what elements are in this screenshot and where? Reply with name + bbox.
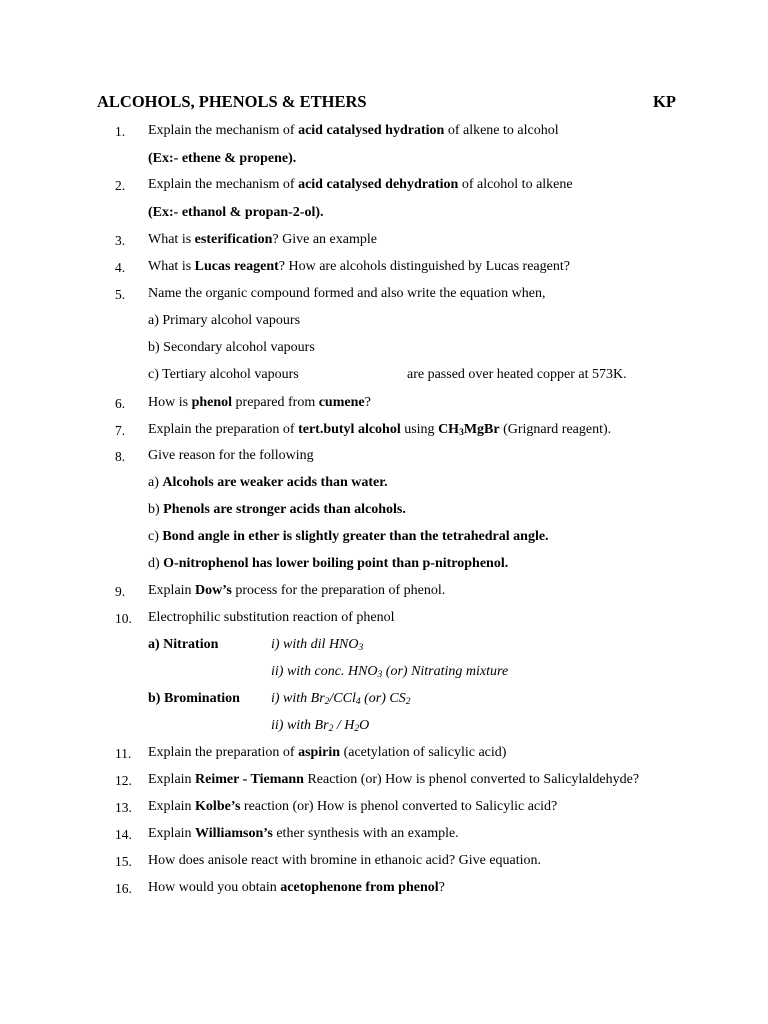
question-number: 9. <box>115 584 126 599</box>
question-number: 3. <box>115 233 126 248</box>
question-number: 5. <box>115 287 126 302</box>
question-number: 16. <box>115 881 132 896</box>
question-number: 12. <box>115 773 132 788</box>
bromination-heading: b) Bromination <box>148 691 240 706</box>
question-8: Give reason for the following <box>148 448 314 463</box>
question-16: How would you obtain acetophenone from phenol? <box>148 880 445 895</box>
document-title: ALCOHOLS, PHENOLS & ETHERS <box>97 92 367 111</box>
question-number: 13. <box>115 800 132 815</box>
bromination-step-1: i) with $Br_2/CCl_4$ (or) $CS_2$ <box>271 691 411 707</box>
question-14: Explain Williamson’s ether synthesis with an example. <box>148 826 459 841</box>
question-5-part-c: c) Tertiary alcohol vapours <box>148 367 299 382</box>
question-number: 8. <box>115 449 126 464</box>
question-number: 7. <box>115 423 126 438</box>
question-number: 2. <box>115 178 126 193</box>
nitration-step-2: ii) with conc. $HNO_3$ (or) Nitrating mixture <box>271 664 509 680</box>
question-2: Explain the mechanism of acid catalysed dehydration of alcohol to alkene <box>148 177 573 192</box>
question-8-part-d: d) O-nitrophenol has lower boiling point than p-nitrophenol. <box>148 556 509 571</box>
question-5-condition: are passed over heated copper at 573K. <box>407 367 627 382</box>
question-8-part-a: a) Alcohols are weaker acids than water. <box>148 475 388 490</box>
question-8-part-c: c) Bond angle in ether is slightly greater than the tetrahedral angle. <box>148 529 549 544</box>
author-initials: KP <box>653 92 676 111</box>
question-8-part-b: b) Phenols are stronger acids than alcohols. <box>148 502 406 517</box>
question-1: Explain the mechanism of acid catalysed hydration of alkene to alcohol <box>148 123 559 138</box>
question-number: 15. <box>115 854 132 869</box>
question-4: What is Lucas reagent? How are alcohols distinguished by Lucas reagent? <box>148 259 570 274</box>
question-number: 11. <box>115 746 132 761</box>
question-5: Name the organic compound formed and also write the equation when, <box>148 286 546 301</box>
question-1-example: (Ex:- ethene & propene). <box>148 151 297 166</box>
question-number: 14. <box>115 827 132 842</box>
question-3: What is esterification? Give an example <box>148 232 377 247</box>
question-6: How is phenol prepared from cumene? <box>148 395 371 410</box>
question-7: Explain the preparation of tert.butyl alcohol using $CH_3MgBr$ (Grignard reagent). <box>148 422 612 438</box>
question-12: Explain Reimer - Tiemann Reaction (or) How is phenol converted to Salicylaldehyde? <box>148 772 640 787</box>
question-5-part-a: a) Primary alcohol vapours <box>148 313 301 328</box>
question-2-example: (Ex:- ethanol & propan-2-ol). <box>148 205 324 220</box>
question-11: Explain the preparation of aspirin (acetylation of salicylic acid) <box>148 745 507 760</box>
question-10: Electrophilic substitution reaction of phenol <box>148 610 395 625</box>
question-15: How does anisole react with bromine in ethanoic acid? Give equation. <box>148 853 542 868</box>
question-number: 10. <box>115 611 132 626</box>
question-number: 4. <box>115 260 126 275</box>
question-number: 6. <box>115 396 126 411</box>
nitration-step-1: i) with dil $HNO_3$ <box>271 637 364 653</box>
question-13: Explain Kolbe’s reaction (or) How is phenol converted to Salicylic acid? <box>148 799 558 814</box>
question-number: 1. <box>115 124 126 139</box>
bromination-step-2: ii) with $Br_2 / H_2O$ <box>271 718 370 734</box>
question-9: Explain Dow’s process for the preparation of phenol. <box>148 583 446 598</box>
question-5-part-b: b) Secondary alcohol vapours <box>148 340 315 355</box>
nitration-heading: a) Nitration <box>148 637 219 652</box>
